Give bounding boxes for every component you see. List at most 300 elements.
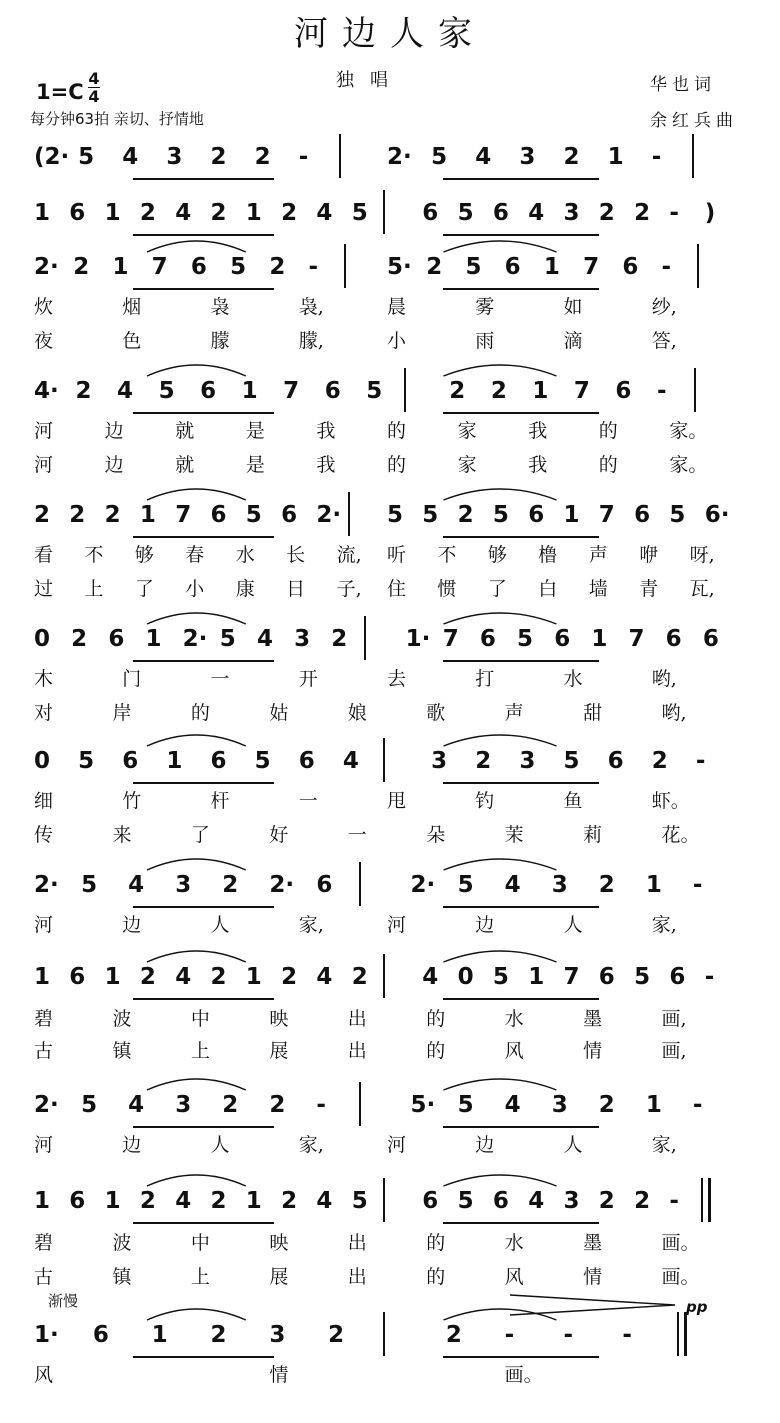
lyric-syllable: 风 <box>504 1266 524 1288</box>
sustain-dash: - <box>622 1322 632 1348</box>
lyric-syllable: 出 <box>347 1266 367 1288</box>
note: 5 <box>634 964 651 990</box>
note: 6 <box>622 254 639 280</box>
beam-underline <box>133 412 274 414</box>
lyric-syllable: 朦, <box>298 330 324 352</box>
lyric-syllable: 茉 <box>504 824 524 846</box>
note: 2 <box>598 1092 615 1118</box>
notes-line <box>0 374 780 414</box>
lyric-syllable: 康 <box>235 578 255 600</box>
lyric-syllable: 人 <box>563 1134 583 1156</box>
note: 5 <box>517 626 534 652</box>
diminuendo-hairpin <box>510 1292 680 1322</box>
slur-arc <box>443 859 556 870</box>
note: 1 <box>543 254 560 280</box>
note: 1 <box>139 502 156 528</box>
note: 1 <box>563 502 580 528</box>
lyric-syllable: 竹 <box>122 790 142 812</box>
note: 2 <box>598 872 615 898</box>
note: 2 <box>426 254 443 280</box>
notes-line <box>0 1318 780 1358</box>
sustain-dash: - <box>704 964 715 990</box>
lyric-line <box>0 574 780 602</box>
note: 4 <box>128 1092 145 1118</box>
lyric-line <box>0 292 780 320</box>
lyric-syllable: 一 <box>210 668 230 690</box>
sustain-dash: - <box>692 872 703 898</box>
note: 3 <box>563 1188 580 1214</box>
note: 3 <box>519 144 536 170</box>
notes-line <box>0 1184 780 1224</box>
lyric-line <box>0 1130 780 1158</box>
lyric-syllable: 一 <box>298 790 318 812</box>
slur-arcs <box>0 600 780 640</box>
slur-arc <box>147 489 246 500</box>
lyric-syllable: 细 <box>34 790 54 812</box>
lyric-syllable: 河 <box>34 454 54 476</box>
note: 3 <box>519 748 536 774</box>
note: 4 <box>342 748 359 774</box>
ritardando-marking: 渐慢 <box>48 1292 79 1310</box>
lyric-syllable: 夜 <box>34 330 54 352</box>
lyric-syllable: 长 <box>286 544 306 566</box>
note: 2 <box>634 1188 651 1214</box>
note: 6 <box>122 748 139 774</box>
note: 1 <box>104 1188 121 1214</box>
note: 5 <box>245 502 262 528</box>
note: 2· <box>387 144 412 170</box>
lyric-syllable: 够 <box>487 544 507 566</box>
note: 2· <box>34 872 59 898</box>
lyric-syllable: 不 <box>84 544 104 566</box>
note: ) <box>704 200 716 226</box>
lyric-syllable: 了 <box>190 824 210 846</box>
lyric-syllable: 姑 <box>269 702 289 724</box>
lyric-syllable: 情 <box>583 1266 603 1288</box>
lyric-syllable: 看 <box>34 544 54 566</box>
note: 4· <box>34 378 59 404</box>
lyric-syllable: 家, <box>651 914 677 936</box>
note: 5 <box>81 872 98 898</box>
note: 7 <box>175 502 192 528</box>
note: 2 <box>71 626 88 652</box>
lyric-syllable: 河 <box>387 914 407 936</box>
note: 1 <box>607 144 624 170</box>
lyric-line <box>0 450 780 478</box>
note: 4 <box>528 1188 545 1214</box>
note: 3 <box>175 872 192 898</box>
sustain-dash: - <box>669 200 679 226</box>
note: 7 <box>442 626 459 652</box>
lyric-syllable: 岸 <box>112 702 132 724</box>
note: 1 <box>166 748 183 774</box>
lyric-line <box>0 416 780 444</box>
slur-arcs <box>0 352 780 392</box>
note: 2· <box>269 872 295 898</box>
note: 1 <box>112 254 129 280</box>
note: 3 <box>551 1092 568 1118</box>
note: 2 <box>222 1092 239 1118</box>
note: 5 <box>563 748 580 774</box>
note: 2 <box>331 626 348 652</box>
beam-underline <box>133 782 274 784</box>
lyric-syllable: 色 <box>122 330 142 352</box>
note: 2 <box>104 502 121 528</box>
lyric-syllable: 我 <box>528 454 548 476</box>
lyric-syllable: 河 <box>387 1134 407 1156</box>
beam-underline <box>133 906 274 908</box>
note: 3 <box>431 748 448 774</box>
lyric-syllable: 朵 <box>426 824 446 846</box>
note: 2 <box>210 964 227 990</box>
note: 2 <box>210 200 227 226</box>
lyric-syllable: 边 <box>475 914 495 936</box>
note: 1 <box>34 200 51 226</box>
lyric-syllable: 不 <box>437 544 457 566</box>
lyric-syllable: 虾。 <box>651 790 690 812</box>
lyric-syllable: 风 <box>504 1040 524 1062</box>
note: 1 <box>245 1188 262 1214</box>
note: 5 <box>351 200 368 226</box>
lyric-syllable: 的 <box>426 1232 446 1254</box>
time-sig-bottom: 4 <box>88 87 100 106</box>
lyric-syllable: 木 <box>34 668 54 690</box>
note: 5 <box>230 254 247 280</box>
lyric-syllable: 呀, <box>689 544 715 566</box>
note: 4 <box>504 872 521 898</box>
sustain-dash: - <box>692 1092 703 1118</box>
slur-arc <box>443 241 556 252</box>
note: 5 <box>422 502 439 528</box>
beam-underline <box>443 906 598 908</box>
note: 2 <box>210 1322 227 1348</box>
sustain-dash: - <box>308 254 319 280</box>
dynamic-marking: pp <box>686 1298 708 1316</box>
note: 1 <box>532 378 549 404</box>
sustain-dash: - <box>651 144 662 170</box>
note: 1 <box>528 964 545 990</box>
note: 2· <box>34 1092 59 1118</box>
note: 6 <box>69 200 86 226</box>
note: 4 <box>256 626 273 652</box>
sustain-dash: - <box>669 1188 679 1214</box>
notes-line <box>0 250 780 290</box>
sustain-dash: - <box>661 254 672 280</box>
lyric-syllable: 哟, <box>651 668 677 690</box>
note: 6 <box>615 378 632 404</box>
beam-underline <box>443 412 598 414</box>
composer-credit: 余红兵曲 <box>650 111 738 131</box>
beam-underline <box>443 1356 598 1358</box>
lyric-syllable: 打 <box>475 668 495 690</box>
note: 2· <box>182 626 208 652</box>
slur-arc <box>147 365 246 376</box>
note: 4 <box>504 1092 521 1118</box>
note: 6 <box>479 626 496 652</box>
note: 6 <box>702 626 719 652</box>
note: 1 <box>245 964 262 990</box>
slur-arc <box>147 859 246 870</box>
note: 2 <box>634 200 651 226</box>
note: 6 <box>607 748 624 774</box>
note: 4 <box>316 1188 333 1214</box>
note: 0 <box>457 964 474 990</box>
notes-line <box>0 1088 780 1128</box>
note: 2 <box>281 1188 298 1214</box>
lyric-syllable: 人 <box>210 914 230 936</box>
lyric-syllable: 碧 <box>34 1008 54 1030</box>
lyric-line <box>0 1228 780 1256</box>
lyric-syllable: 答, <box>651 330 677 352</box>
lyric-syllable: 声 <box>588 544 608 566</box>
lyric-syllable: 好 <box>269 824 289 846</box>
slur-arc <box>443 489 556 500</box>
note: 0 <box>34 748 51 774</box>
lyric-syllable: 墨 <box>583 1232 603 1254</box>
lyric-syllable: 古 <box>34 1040 54 1062</box>
notes-line <box>0 868 780 908</box>
lyricist-credit: 华也词 <box>650 75 716 95</box>
note: 6· <box>704 502 730 528</box>
lyric-line <box>0 1036 780 1064</box>
lyric-syllable: 的 <box>426 1040 446 1062</box>
tempo-marking: 每分钟63拍 亲切、抒情地 <box>30 110 204 128</box>
lyric-syllable: 画, <box>661 1008 687 1030</box>
note: 1 <box>245 200 262 226</box>
lyric-syllable: 听 <box>387 544 407 566</box>
lyric-syllable: 声 <box>504 702 524 724</box>
note: 6 <box>69 964 86 990</box>
beam-underline <box>133 998 274 1000</box>
lyric-syllable: 娘 <box>347 702 367 724</box>
notes-line <box>0 960 780 1000</box>
beam-underline <box>443 1126 598 1128</box>
slur-arcs <box>0 846 780 886</box>
note: 6 <box>634 502 651 528</box>
note: 3 <box>563 200 580 226</box>
lyric-syllable: 墙 <box>588 578 608 600</box>
note: 5 <box>351 1188 368 1214</box>
slur-arc <box>147 735 246 746</box>
note: 2 <box>351 964 368 990</box>
lyric-syllable: 水 <box>563 668 583 690</box>
lyric-syllable: 日 <box>286 578 306 600</box>
lyric-syllable: 墨 <box>583 1008 603 1030</box>
note: 5· <box>387 254 412 280</box>
lyric-line <box>0 1360 780 1388</box>
note: 6 <box>190 254 207 280</box>
lyric-syllable: 就 <box>175 420 195 442</box>
lyric-syllable: 镇 <box>112 1040 132 1062</box>
note: 5 <box>387 502 404 528</box>
slur-arcs <box>0 228 780 268</box>
lyric-syllable: 水 <box>504 1008 524 1030</box>
note: 1· <box>405 626 431 652</box>
slur-arcs <box>0 476 780 516</box>
lyric-syllable: 是 <box>245 420 265 442</box>
lyric-line <box>0 910 780 938</box>
lyric-syllable: 我 <box>316 454 336 476</box>
note: 1 <box>145 626 162 652</box>
note: 1 <box>104 964 121 990</box>
lyric-syllable: 映 <box>269 1232 289 1254</box>
note: 5· <box>410 1092 436 1118</box>
note: 1 <box>34 1188 51 1214</box>
lyric-syllable: 风 <box>34 1364 54 1386</box>
note: 1 <box>241 378 258 404</box>
lyric-syllable: 中 <box>190 1008 210 1030</box>
beam-underline <box>133 1222 274 1224</box>
slur-arcs <box>0 1162 780 1202</box>
lyric-syllable: 青 <box>639 578 659 600</box>
slur-arc <box>443 613 556 624</box>
note: 6 <box>108 626 125 652</box>
lyric-syllable: 惯 <box>437 578 457 600</box>
lyric-line <box>0 664 780 692</box>
lyric-syllable: 镇 <box>112 1266 132 1288</box>
note: 0 <box>34 626 51 652</box>
lyric-syllable: 就 <box>175 454 195 476</box>
note: 6 <box>665 626 682 652</box>
lyric-syllable: 家, <box>298 1134 324 1156</box>
sustain-dash: - <box>298 144 309 170</box>
note: 7 <box>598 502 615 528</box>
note: 2 <box>490 378 507 404</box>
lyric-syllable: 的 <box>598 454 618 476</box>
lyric-line <box>0 326 780 354</box>
slur-arc <box>147 1079 246 1090</box>
lyric-syllable: 小 <box>387 330 407 352</box>
note: 2· <box>34 254 59 280</box>
note: 6 <box>598 964 615 990</box>
lyric-syllable: 滴 <box>563 330 583 352</box>
note: 7 <box>151 254 168 280</box>
lyric-syllable: 人 <box>563 914 583 936</box>
note: 1· <box>34 1322 59 1348</box>
note: 4 <box>122 144 139 170</box>
note: 2 <box>651 748 668 774</box>
lyric-syllable: 甩 <box>387 790 407 812</box>
lyric-syllable: 春 <box>185 544 205 566</box>
note: 3 <box>551 872 568 898</box>
lyric-syllable: 门 <box>122 668 142 690</box>
note: 6 <box>69 1188 86 1214</box>
note: 2 <box>34 502 51 528</box>
notes-line <box>0 744 780 784</box>
lyric-syllable: 碧 <box>34 1232 54 1254</box>
note: 4 <box>175 200 192 226</box>
lyric-syllable: 出 <box>347 1008 367 1030</box>
lyric-syllable: 水 <box>504 1232 524 1254</box>
note: 5 <box>78 144 95 170</box>
lyric-syllable: 雾 <box>475 296 495 318</box>
note: 5 <box>457 1092 474 1118</box>
note: 6 <box>422 1188 439 1214</box>
note: 6 <box>669 964 686 990</box>
lyric-syllable: 上 <box>190 1040 210 1062</box>
note: 5 <box>457 1188 474 1214</box>
lyric-syllable: 波 <box>112 1232 132 1254</box>
lyric-syllable: 是 <box>245 454 265 476</box>
lyric-syllable: 上 <box>190 1266 210 1288</box>
note: 3 <box>166 144 183 170</box>
note: 1 <box>645 872 662 898</box>
note: 6 <box>554 626 571 652</box>
lyric-syllable: 了 <box>487 578 507 600</box>
note: 2· <box>410 872 436 898</box>
note: 2 <box>281 200 298 226</box>
lyric-syllable: 画。 <box>661 1232 700 1254</box>
lyric-syllable: 出 <box>347 1232 367 1254</box>
note: 7 <box>563 964 580 990</box>
lyric-syllable: 映 <box>269 1008 289 1030</box>
beam-underline <box>133 660 274 662</box>
note: 2 <box>139 964 156 990</box>
note: 5 <box>465 254 482 280</box>
sustain-dash: - <box>316 1092 326 1118</box>
key-signature: 1=C <box>36 80 84 104</box>
note: 2 <box>281 964 298 990</box>
note: 5 <box>78 748 95 774</box>
note: 5 <box>366 378 383 404</box>
note: 6 <box>492 1188 509 1214</box>
beam-underline <box>443 288 598 290</box>
note: 5 <box>669 502 686 528</box>
note: 2 <box>73 254 90 280</box>
lyric-syllable: 子, <box>336 578 362 600</box>
lyric-syllable: 莉 <box>583 824 603 846</box>
note: 1 <box>34 964 51 990</box>
lyric-syllable: 画。 <box>661 1266 700 1288</box>
note: 4 <box>316 200 333 226</box>
note: 2 <box>210 1188 227 1214</box>
note: 2 <box>139 1188 156 1214</box>
sustain-dash: - <box>504 1322 515 1348</box>
lyric-syllable: 鱼 <box>563 790 583 812</box>
note: 2 <box>269 254 286 280</box>
note: 6 <box>504 254 521 280</box>
note: 6 <box>210 748 227 774</box>
note: 2 <box>269 1092 286 1118</box>
note: 5 <box>492 964 509 990</box>
lyric-syllable: 家。 <box>669 454 708 476</box>
notes-line <box>0 622 780 662</box>
note: 5 <box>492 502 509 528</box>
note: 5 <box>81 1092 98 1118</box>
lyric-syllable: 河 <box>34 914 54 936</box>
beam-underline <box>133 536 274 538</box>
note: 5 <box>254 748 271 774</box>
note: 1 <box>151 1322 168 1348</box>
slur-arc <box>147 613 246 624</box>
lyric-syllable: 流, <box>336 544 362 566</box>
note: 3 <box>175 1092 192 1118</box>
lyric-syllable: 边 <box>475 1134 495 1156</box>
lyric-syllable: 甜 <box>583 702 603 724</box>
note: 4 <box>175 964 192 990</box>
lyric-syllable: 边 <box>104 454 124 476</box>
lyric-syllable: 我 <box>316 420 336 442</box>
note: 6 <box>298 748 315 774</box>
lyric-syllable: 的 <box>387 454 407 476</box>
lyric-syllable: 展 <box>269 1040 289 1062</box>
lyric-syllable: 够 <box>134 544 154 566</box>
lyric-syllable: 展 <box>269 1266 289 1288</box>
lyric-syllable: 一 <box>347 824 367 846</box>
note: 5 <box>219 626 236 652</box>
note: 3 <box>294 626 311 652</box>
lyric-syllable: 家, <box>298 914 324 936</box>
